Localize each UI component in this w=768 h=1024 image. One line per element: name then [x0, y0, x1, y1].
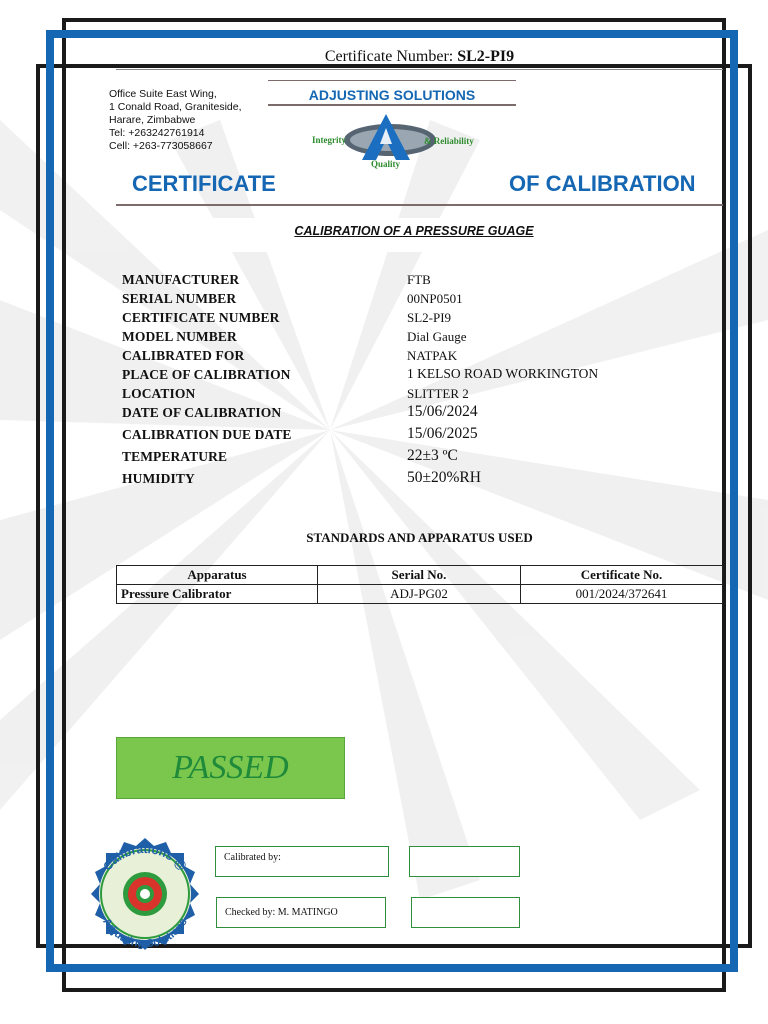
field-value-temperature: 22±3 ºC [407, 447, 458, 464]
column-header: Serial No. [318, 566, 521, 585]
certificate-number-value: SL2-PI9 [457, 48, 515, 65]
field-label-certificate-number: CERTIFICATE NUMBER [122, 310, 280, 325]
field-label-manufacturer: MANUFACTURER [122, 272, 240, 287]
field-value-certificate-number: SL2-PI9 [407, 310, 452, 325]
standards-table [116, 565, 723, 604]
field-label-calibration-due-date: CALIBRATION DUE DATE [122, 427, 292, 442]
field-label-humidity: HUMIDITY [122, 471, 195, 486]
header-rule [116, 69, 723, 70]
address-line: Harare, Zimbabwe [109, 114, 196, 126]
standards-heading: STANDARDS AND APPARATUS USED [306, 530, 533, 545]
phone-line: Tel: +263242761914 [109, 127, 205, 139]
title-rule [116, 204, 723, 206]
company-name-rule-bottom [268, 104, 516, 106]
certificate-number-label: Certificate Number: [324, 48, 454, 65]
field-label-model-number: MODEL NUMBER [122, 329, 237, 344]
field-value-manufacturer: FTB [407, 272, 431, 287]
field-value-place-of-calibration: 1 KELSO ROAD WORKINGTON [407, 366, 599, 381]
calibrated-by-signature-field[interactable] [409, 846, 520, 877]
company-name-rule-top [268, 80, 516, 81]
field-value-calibration-due-date: 15/06/2025 [407, 425, 478, 442]
field-value-serial-number: 00NP0501 [407, 291, 463, 306]
calibrated-by-label: Calibrated by: [224, 852, 281, 863]
certificate-number-header [116, 48, 723, 66]
table-cell: Pressure Calibrator [117, 585, 318, 604]
title-of-calibration: OF CALIBRATION [509, 171, 696, 196]
cell-line: Cell: +263-773058667 [109, 140, 213, 152]
field-label-location: LOCATION [122, 386, 196, 401]
table-cell: 001/2024/372641 [521, 585, 723, 604]
checked-by-label: Checked by: M. MATINGO [225, 907, 338, 918]
column-header: Certificate No. [521, 566, 723, 585]
table-row [117, 585, 723, 604]
field-label-calibrated-for: CALIBRATED FOR [122, 348, 245, 363]
table-cell: ADJ-PG02 [318, 585, 521, 604]
calibrated-by-box [215, 846, 389, 877]
address-line: Office Suite East Wing, [109, 88, 217, 100]
table-header-row [117, 566, 723, 585]
address-block [109, 88, 242, 153]
stamp-bottom-text: Adjusting Solutions [100, 916, 190, 951]
title-certificate: CERTIFICATE [132, 171, 276, 196]
address-line: 1 Conald Road, Graniteside, [109, 101, 242, 113]
stamp-top-text: Calibrations @ [100, 841, 190, 874]
passed-badge [116, 737, 345, 799]
calibration-stamp [80, 836, 210, 960]
field-value-humidity: 50±20%RH [407, 469, 481, 486]
checked-by-box [216, 897, 386, 928]
logo-word-reliability: & Reliability [424, 136, 474, 146]
passed-text: PASSED [172, 749, 289, 786]
logo-word-quality: Quality [371, 159, 401, 169]
field-value-model-number: Dial Gauge [407, 329, 467, 344]
field-value-location: SLITTER 2 [407, 386, 469, 401]
field-value-calibrated-for: NATPAK [407, 348, 458, 363]
logo-word-integrity: Integrity [312, 135, 346, 145]
field-value-date-of-calibration: 15/06/2024 [407, 403, 478, 420]
field-label-serial-number: SERIAL NUMBER [122, 291, 237, 306]
checked-by-signature-field[interactable] [411, 897, 520, 928]
field-label-date-of-calibration: DATE OF CALIBRATION [122, 405, 282, 420]
subtitle: CALIBRATION OF A PRESSURE GUAGE [294, 224, 534, 238]
column-header: Apparatus [117, 566, 318, 585]
field-label-temperature: TEMPERATURE [122, 449, 228, 464]
field-label-place-of-calibration: PLACE OF CALIBRATION [122, 367, 291, 382]
company-name: ADJUSTING SOLUTIONS [308, 87, 476, 103]
